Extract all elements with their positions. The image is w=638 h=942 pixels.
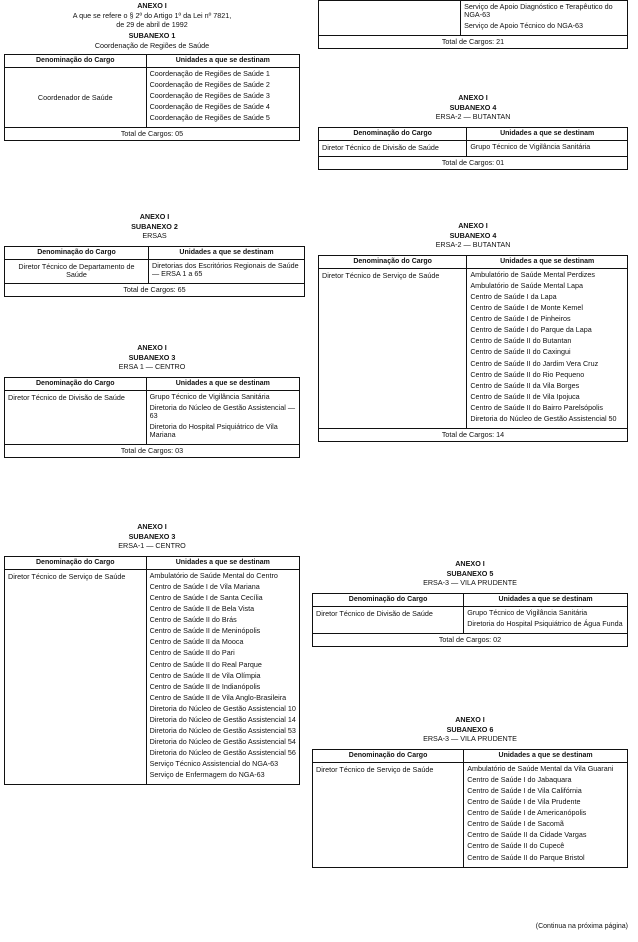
column-header-units: Unidades a que se destinam [464,594,628,607]
column-header-cargo: Denominação do Cargo [313,750,464,763]
units-cell [146,570,299,785]
unit-item: Diretoria do Núcleo de Gestão Assistencial 54 [149,736,296,746]
unit-item: Coordenação de Regiões de Saúde 4 [149,101,270,111]
section-header [318,94,628,121]
unit-item: Centro de Saúde II de Meninópolis [149,626,261,636]
cargo-name-empty [319,1,461,36]
unit-item: Diretoria do Núcleo de Gestão Assistencial 14 [149,714,296,724]
total-cargos: Total de Cargos: 01 [319,157,628,170]
total-cargos: Total de Cargos: 21 [319,36,628,49]
subannex-title: SUBANEXO 5 [446,568,494,578]
unit-item: Diretorias dos Escritórios Regionais de Saúde — ERSA 1 a 65 [152,261,299,279]
section-subanexo-4-divisao [318,94,628,170]
section-subanexo-2 [4,213,305,297]
section-subanexo-4-servico [318,222,628,442]
units-cell [464,763,628,868]
total-cargos: Total de Cargos: 65 [5,284,305,297]
law-date: de 29 de abril de 1992 [116,20,188,30]
unit-item: Centro de Saúde II de Vila Olímpia [149,670,261,680]
unit-item: Diretoria do Núcleo de Gestão Assistencial — 63 [149,403,296,421]
unit-item: Centro de Saúde II de Indianópolis [149,681,261,691]
cargo-table [312,593,628,647]
cargo-name: Diretor Técnico de Divisão de Saúde [313,607,464,634]
column-header-units: Unidades a que se destinam [464,750,628,763]
section-header [4,523,300,550]
unit-item: Centro de Saúde I de Pinheiros [470,314,571,324]
unit-item: Centro de Saúde II do Cupecê [467,841,565,851]
section-header [318,222,628,249]
column-header-cargo: Denominação do Cargo [5,247,149,260]
units-cell [461,1,628,36]
section-subanexo-5 [312,560,628,647]
column-header-cargo: Denominação do Cargo [5,557,147,570]
column-header-units: Unidades a que se destinam [467,256,628,269]
unit-item: Centro de Saúde II do Brás [149,615,237,625]
unit-item: Centro de Saúde II da Cidade Vargas [467,830,587,840]
unit-item: Centro de Saúde I de Americanópolis [467,808,587,818]
annex-title: ANEXO I [458,93,488,102]
unit-item: Centro de Saúde II do Pari [149,648,235,658]
region-title: ERSA-3 — VILA PRUDENTE [423,734,517,744]
section-header [312,560,628,587]
unit-item: Centro de Saúde I da Lapa [470,292,557,302]
cargo-table [4,377,300,458]
section-subanexo-6 [312,716,628,868]
column-header-cargo: Denominação do Cargo [5,54,147,67]
unit-item: Coordenação de Regiões de Saúde 5 [149,112,270,122]
unit-item: Coordenação de Regiões de Saúde 3 [149,90,270,100]
column-header-units: Unidades a que se destinam [146,557,299,570]
unit-item: Serviço de Apoio Técnico do NGA-63 [464,21,584,31]
unit-item: Centro de Saúde II do Rio Pequeno [470,369,585,379]
section-subanexo-1 [4,2,300,141]
total-cargos: Total de Cargos: 02 [313,634,628,647]
unit-item: Diretoria do Hospital Psiquiátrico de Vila Mariana [149,422,278,440]
unit-item: Centro de Saúde II de Bela Vista [149,604,255,614]
section-header [4,2,300,50]
region-title: Coordenação de Regiões de Saúde [94,40,210,50]
unit-item: Serviço Técnico Assistencial do NGA-63 [149,759,279,769]
unit-item: Centro de Saúde II da Vila Borges [470,380,580,390]
section-header [4,344,300,371]
region-title: ERSA-2 — BUTANTAN [435,112,511,122]
unit-item: Centro de Saúde I do Parque da Lapa [470,325,592,335]
unit-item: Serviço de Enfermagem do NGA-63 [149,770,265,780]
units-cell [149,260,305,284]
annex-title: ANEXO I [137,343,167,352]
unit-item: Centro de Saúde II de Vila Ipojuca [470,391,580,401]
cargo-table [312,749,628,867]
unit-item: Ambulatório de Saúde Mental da Vila Guarani [467,764,614,774]
column-header-cargo: Denominação do Cargo [319,256,467,269]
region-title: ERSA-2 — BUTANTAN [435,240,511,250]
unit-item: Centro de Saúde I de Santa Cecília [149,593,263,603]
cargo-table [318,255,628,442]
unit-item: Grupo Técnico de Vigilância Sanitária [470,142,591,152]
unit-item: Centro de Saúde I de Vila Mariana [149,582,260,592]
subannex-title: SUBANEXO 6 [446,724,494,734]
region-title: ERSA 1 — CENTRO [118,362,186,372]
cargo-table [4,54,300,141]
units-cell [146,67,299,127]
unit-item: Diretoria do Núcleo de Gestão Assistencial 56 [149,748,296,758]
cargo-table [318,127,628,170]
unit-item: Centro de Saúde II do Jardim Vera Cruz [470,358,599,368]
column-header-cargo: Denominação do Cargo [313,594,464,607]
section-subanexo-3 [4,344,300,458]
subannex-title: SUBANEXO 3 [128,352,176,362]
column-header-units: Unidades a que se destinam [146,378,299,391]
cargo-name: Diretor Técnico de Divisão de Saúde [319,141,467,157]
total-cargos: Total de Cargos: 05 [5,127,300,140]
cargo-name: Diretor Técnico de Serviço de Saúde [5,570,147,785]
total-cargos: Total de Cargos: 03 [5,445,300,458]
unit-item: Grupo Técnico de Vigilância Sanitária [467,608,588,618]
unit-item: Serviço de Apoio Diagnóstico e Terapêutico do NGA-63 [464,2,613,20]
unit-item: Coordenação de Regiões de Saúde 1 [149,68,270,78]
cargo-name: Diretor Técnico de Serviço de Saúde [313,763,464,868]
units-cell [146,391,299,445]
unit-item: Centro de Saúde I do Jabaquara [467,775,572,785]
subannex-title: SUBANEXO 4 [449,102,497,112]
unit-item: Centro de Saúde I de Vila Califórnia [467,786,582,796]
unit-item: Centro de Saúde II do Bairro Parelsópolis [470,402,603,412]
annex-title: ANEXO I [458,221,488,230]
region-title: ERSAS [142,231,167,241]
column-header-units: Unidades a que se destinam [149,247,305,260]
annex-title: ANEXO I [137,522,167,531]
annex-title: ANEXO I [139,212,170,221]
units-cell [464,607,628,634]
units-cell [467,269,628,429]
law-reference: A que se refere o § 2º do Artigo 1º da Lei nº 7821, [72,10,232,20]
annex-title: ANEXO I [455,559,485,568]
unit-item: Centro de Saúde I de Monte Kemel [470,303,583,313]
unit-item: Centro de Saúde I de Vila Prudente [467,797,581,807]
unit-item: Centro de Saúde I de Sacomã [467,819,564,829]
unit-item: Diretoria do Núcleo de Gestão Assistencial 10 [149,703,296,713]
unit-item: Centro de Saúde II do Real Parque [149,659,262,669]
unit-item: Grupo Técnico de Vigilância Sanitária [149,392,270,402]
unit-item: Diretoria do Núcleo de Gestão Assistencial 53 [149,725,296,735]
unit-item: Centro de Saúde II do Butantan [470,336,572,346]
subannex-title: SUBANEXO 1 [128,31,176,41]
section-header [312,716,628,743]
section-header [4,213,305,240]
unit-item: Centro de Saúde II de Vila Anglo-Brasileira [149,692,287,702]
total-cargos: Total de Cargos: 14 [319,428,628,441]
unit-item: Diretoria do Hospital Psiquiátrico de Água Funda [467,619,623,629]
units-cell [467,141,628,157]
continuation-note: (Continua na próxima página) [535,923,628,930]
unit-item: Ambulatório de Saúde Mental Perdizes [470,270,595,280]
unit-item: Diretoria do Núcleo de Gestão Assistencial 50 [470,413,617,423]
unit-item: Coordenação de Regiões de Saúde 2 [149,79,270,89]
cargo-name: Diretor Técnico de Departamento de Saúde [5,260,149,284]
unit-item: Centro de Saúde II do Caxingui [470,347,571,357]
column-header-units: Unidades a que se destinam [467,128,628,141]
subannex-title: SUBANEXO 2 [131,221,178,231]
subannex-title: SUBANEXO 3 [128,531,176,541]
unit-item: Ambulatório de Saúde Mental Lapa [470,281,583,291]
unit-item: Centro de Saúde II do Parque Bristol [467,852,585,862]
region-title: ERSA-1 — CENTRO [118,541,186,551]
column-header-units: Unidades a que se destinam [146,54,299,67]
cargo-name: Diretor Técnico de Divisão de Saúde [5,391,147,445]
section-continuation [318,0,628,49]
column-header-cargo: Denominação do Cargo [319,128,467,141]
annex-title: ANEXO I [137,1,167,10]
region-title: ERSA-3 — VILA PRUDENTE [423,578,517,588]
cargo-table [4,556,300,785]
cargo-table [4,246,305,297]
unit-item: Ambulatório de Saúde Mental do Centro [149,571,278,581]
cargo-name: Coordenador de Saúde [5,67,147,127]
column-header-cargo: Denominação do Cargo [5,378,147,391]
annex-title: ANEXO I [455,715,485,724]
cargo-name: Diretor Técnico de Serviço de Saúde [319,269,467,429]
cargo-table-continued [318,0,628,49]
section-subanexo-3-centro [4,523,300,785]
unit-item: Centro de Saúde II da Mooca [149,637,244,647]
subannex-title: SUBANEXO 4 [449,230,497,240]
